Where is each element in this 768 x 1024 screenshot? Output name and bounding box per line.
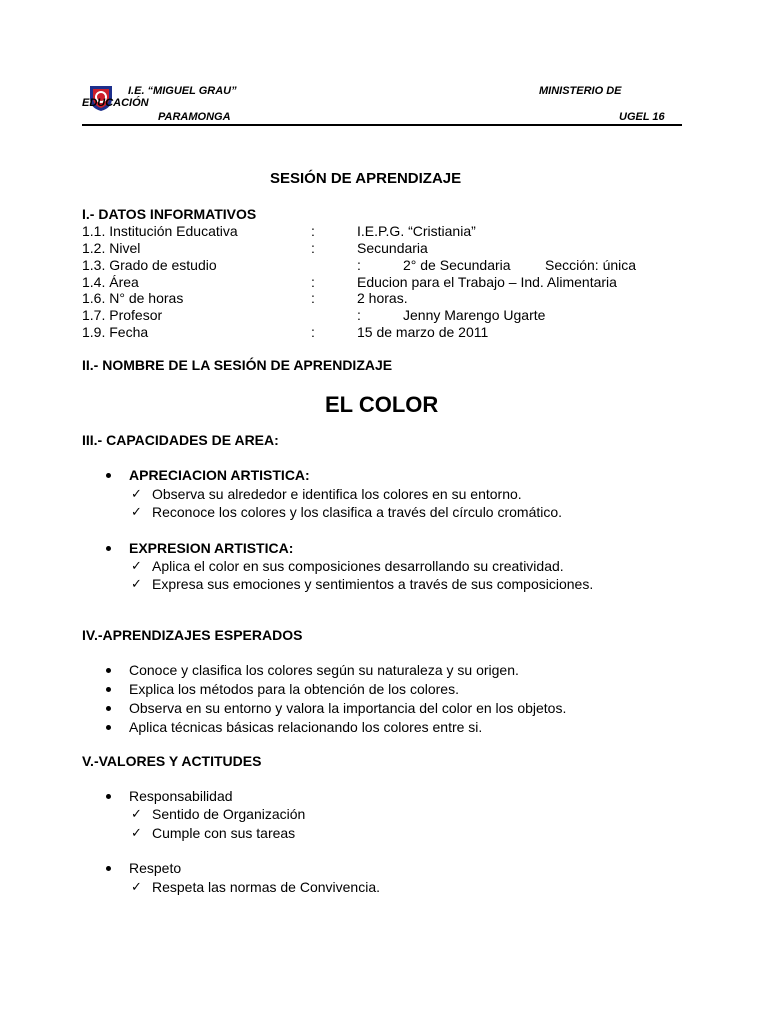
capacity-item: Reconoce los colores y los clasifica a través del círculo cromático.: [152, 504, 563, 520]
row-colon: :: [357, 257, 361, 273]
check-mark-icon: ✓: [131, 806, 142, 821]
learning-item: Observa en su entorno y valora la importancia del color en los objetos.: [129, 700, 567, 716]
capacity-item: Observa su alrededor e identifica los colores en su entorno.: [152, 486, 522, 502]
document-title: SESIÓN DE APRENDIZAJE: [270, 170, 462, 187]
header-ugel: UGEL 16: [619, 111, 665, 123]
attitude-item: Respeta las normas de Convivencia.: [152, 879, 381, 895]
learning-item: Explica los métodos para la obtención de los colores.: [129, 681, 459, 697]
row-label: 1.4. Área: [82, 274, 139, 290]
header-city: PARAMONGA: [158, 111, 231, 123]
header-school-name: I.E. “MIGUEL GRAU”: [128, 85, 237, 97]
row-label: 1.7. Profesor: [82, 307, 163, 323]
row-label: 1.2. Nivel: [82, 240, 141, 256]
row-label: 1.1. Institución Educativa: [82, 223, 238, 239]
row-colon: :: [311, 223, 315, 239]
row-colon: :: [311, 274, 315, 290]
row-value: 2 horas.: [357, 290, 408, 306]
row-label: 1.3. Grado de estudio: [82, 257, 217, 273]
check-mark-icon: ✓: [131, 486, 142, 501]
bullet-dot-icon: [106, 668, 111, 673]
bullet-dot-icon: [106, 866, 111, 871]
row-extra: Sección: única: [545, 257, 637, 273]
row-label: 1.6. N° de horas: [82, 290, 184, 306]
header-ministry: MINISTERIO DE: [539, 85, 622, 97]
row-colon: :: [311, 324, 315, 340]
row-colon: :: [311, 290, 315, 306]
value-title: Responsabilidad: [129, 788, 233, 804]
capacity-group-title: APRECIACION ARTISTICA:: [129, 467, 310, 483]
attitude-item: Cumple con sus tareas: [152, 825, 296, 841]
row-colon: :: [311, 240, 315, 256]
capacity-item: Aplica el color en sus composiciones desarrollando su creatividad.: [152, 558, 564, 574]
section-valores-heading: V.-VALORES Y ACTITUDES: [82, 753, 262, 769]
row-colon: :: [357, 307, 361, 323]
section-capacidades-heading: III.- CAPACIDADES DE AREA:: [82, 432, 279, 448]
section-datos-heading: I.- DATOS INFORMATIVOS: [82, 206, 257, 222]
bullet-dot-icon: [106, 794, 111, 799]
row-value: I.E.P.G. “Cristiania”: [357, 223, 476, 239]
check-mark-icon: ✓: [131, 879, 142, 894]
row-value: 2° de Secundaria: [403, 257, 511, 273]
session-name: EL COLOR: [325, 392, 439, 417]
value-title: Respeto: [129, 860, 182, 876]
capacity-group-title: EXPRESION ARTISTICA:: [129, 540, 294, 556]
row-value: 15 de marzo de 2011: [357, 324, 489, 340]
section-nombre-heading: II.- NOMBRE DE LA SESIÓN DE APRENDIZAJE: [82, 357, 393, 373]
learning-item: Conoce y clasifica los colores según su naturaleza y su origen.: [129, 662, 519, 678]
learning-item: Aplica técnicas básicas relacionando los colores entre si.: [129, 719, 483, 735]
bullet-dot-icon: [106, 687, 111, 692]
attitude-item: Sentido de Organización: [152, 806, 306, 822]
bullet-dot-icon: [106, 706, 111, 711]
bullet-dot-icon: [106, 546, 111, 551]
header-divider: [82, 124, 682, 126]
section-aprendizajes-heading: IV.-APRENDIZAJES ESPERADOS: [82, 627, 303, 643]
row-label: 1.9. Fecha: [82, 324, 149, 340]
check-mark-icon: ✓: [131, 825, 142, 840]
check-mark-icon: ✓: [131, 504, 142, 519]
row-value: Educion para el Trabajo – Ind. Alimentaria: [357, 274, 617, 290]
header-ministry-wrap: EDUCACIÓN: [82, 97, 149, 109]
capacity-item: Expresa sus emociones y sentimientos a través de sus composiciones.: [152, 576, 594, 592]
check-mark-icon: ✓: [131, 558, 142, 573]
check-mark-icon: ✓: [131, 576, 142, 591]
row-value: Secundaria: [357, 240, 428, 256]
bullet-dot-icon: [106, 473, 111, 478]
row-value: Jenny Marengo Ugarte: [403, 307, 546, 323]
bullet-dot-icon: [106, 725, 111, 730]
